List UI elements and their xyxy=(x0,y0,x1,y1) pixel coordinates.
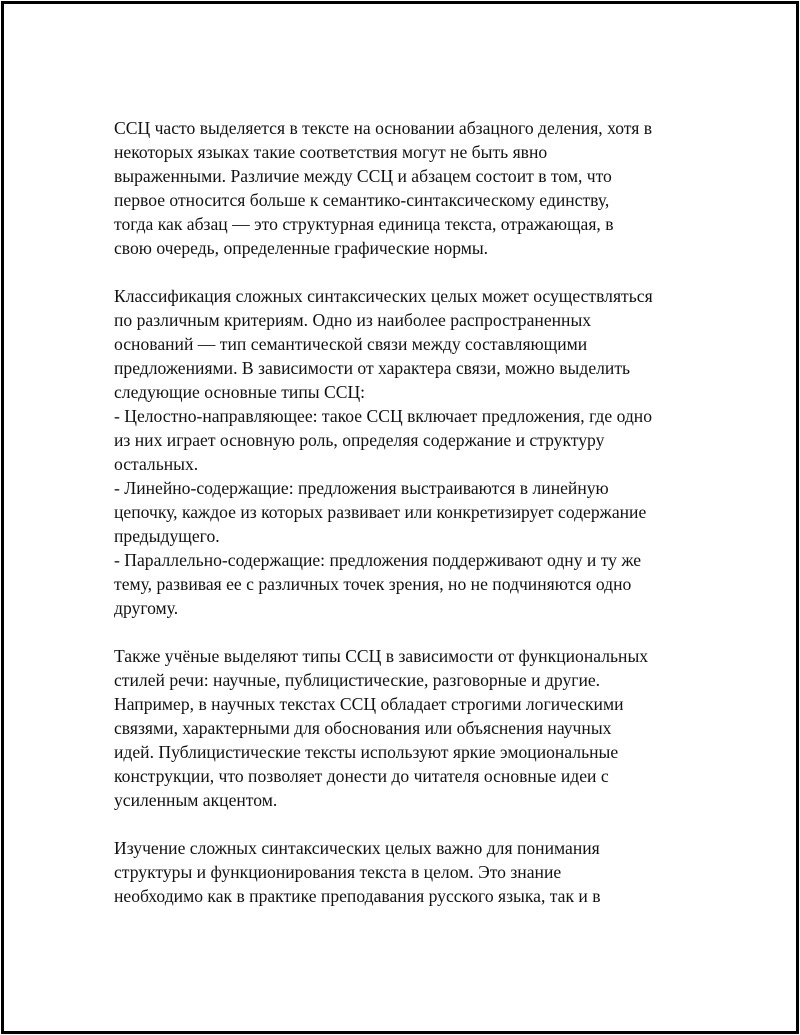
paragraph-1 xyxy=(114,116,694,260)
text-line: некоторых языках такие соответствия могут не быть явно xyxy=(114,142,548,162)
text-line: ССЦ часто выделяется в тексте на основании абзацного деления, хотя в xyxy=(114,118,653,138)
text-line: Например, в научных текстах ССЦ обладает строгими логическими xyxy=(114,694,624,714)
text-line: стилей речи: научные, публицистические, разговорные и другие. xyxy=(114,670,601,690)
list-item-line: из них играет основную роль, определяя содержание и структуру xyxy=(114,430,605,450)
text-line: по различным критериям. Одно из наиболее распространенных xyxy=(114,310,592,330)
list-item-line: тему, развивая ее с различных точек зрения, но не подчиняются одно xyxy=(114,574,632,594)
text-line: оснований — тип семантической связи между составляющими xyxy=(114,334,588,354)
list-item-line: цепочку, каждое из которых развивает или конкретизирует содержание xyxy=(114,502,647,522)
text-line: тогда как абзац — это структурная единица текста, отражающая, в xyxy=(114,214,614,234)
text-line: предложениями. В зависимости от характера связи, можно выделить xyxy=(114,358,631,378)
text-line: Также учёные выделяют типы ССЦ в зависимости от функциональных xyxy=(114,646,649,666)
text-line: идей. Публицистические тексты используют яркие эмоциональные xyxy=(114,742,619,762)
text-line: связями, характерными для обоснования или объяснения научных xyxy=(114,718,612,738)
list-item-line: - Параллельно-содержащие: предложения поддерживают одну и ту же xyxy=(114,550,642,570)
list-item-line: - Линейно-содержащие: предложения выстраиваются в линейную xyxy=(114,478,609,498)
list-item-line: остальных. xyxy=(114,454,199,474)
paragraph-2 xyxy=(114,284,694,620)
text-line: первое относится больше к семантико-синтаксическому единству, xyxy=(114,190,610,210)
list-item-line: другому. xyxy=(114,598,179,618)
text-line: структуры и функционирования текста в целом. Это знание xyxy=(114,862,562,882)
text-line: Классификация сложных синтаксических целых может осуществляться xyxy=(114,286,653,306)
text-line: следующие основные типы ССЦ: xyxy=(114,382,366,402)
text-line: Изучение сложных синтаксических целых важно для понимания xyxy=(114,838,600,858)
document-body xyxy=(114,116,694,932)
text-line: необходимо как в практике преподавания русского языка, так и в xyxy=(114,886,601,906)
paragraph-3 xyxy=(114,644,694,812)
text-line: свою очередь, определенные графические нормы. xyxy=(114,238,489,258)
text-line: усиленным акцентом. xyxy=(114,790,278,810)
list-item-line: - Целостно-направляющее: такое ССЦ включает предложения, где одно xyxy=(114,406,653,426)
paragraph-4 xyxy=(114,836,694,908)
list-item-line: предыдущего. xyxy=(114,526,220,546)
text-line: конструкции, что позволяет донести до читателя основные идеи с xyxy=(114,766,609,786)
text-line: выраженными. Различие между ССЦ и абзацем состоит в том, что xyxy=(114,166,612,186)
